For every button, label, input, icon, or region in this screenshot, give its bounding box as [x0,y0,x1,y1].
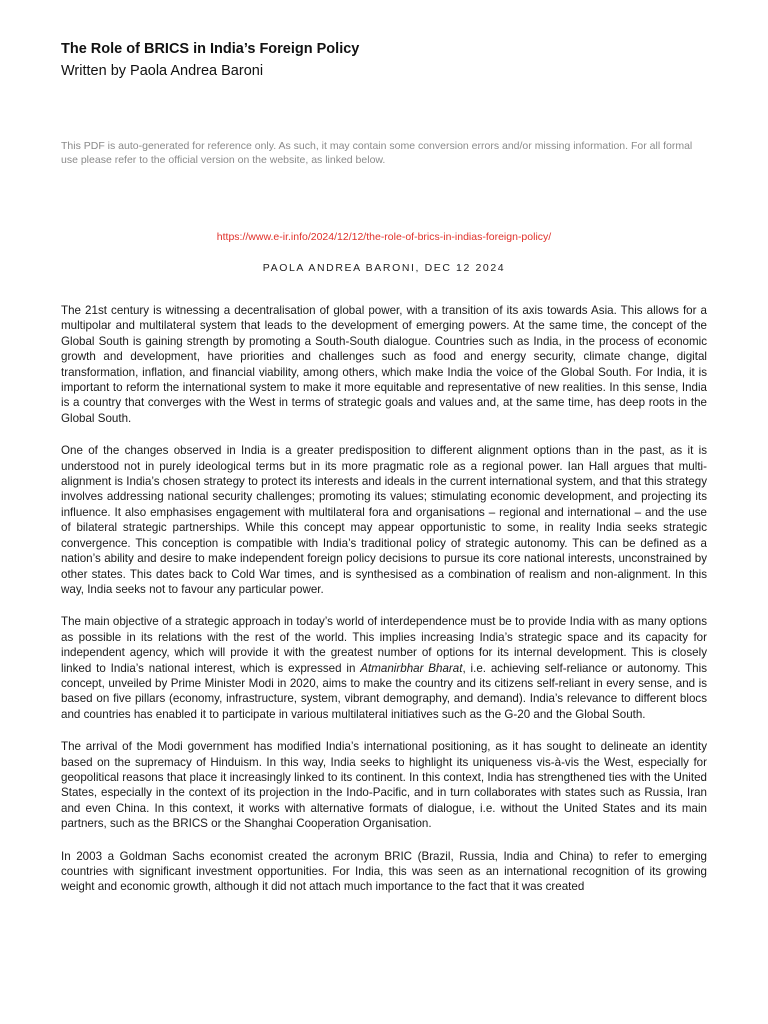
paragraph: The arrival of the Modi government has modified India’s international positioning, as it has sought to delineate an identity based on the supremacy of Hinduism. In this way, India seeks to highlight its uniqueness vis-à-vis the West, especially for geopolitical reasons that place it increasingly linked to its continent. In this context, India has strengthened ties with the United States, especially in the context of its projection in the Indo-Pacific, and in turn collaborates with states such as Russia, Iran and even China. In this context, it works with alternative formats of dialogue, i.e. without the United States and its main partners, such as the BRICS or the Shanghai Cooperation Organisation. [61,740,707,831]
italic-term: Atmanirbhar Bharat [360,661,463,675]
article-body [61,303,707,912]
paragraph [61,614,707,722]
article-author: Written by Paola Andrea Baroni [61,63,264,79]
paragraph-text: The main objective of a strategic approach in today’s world of interdependence must be to provide India with as many options as possible in its relations with the rest of the world. This implies increasing India’s strategic space and its capacity for independent agency, which will provide it with the greatest number of options for its internal development. This is closely linked to India’s national interest, which is expressed in [61,615,707,675]
paragraph: The 21st century is witnessing a decentralisation of global power, with a transition of its axis towards Asia. This allows for a multipolar and multilateral system that leads to the development of emerging powers. At the same time, the concept of the Global South is gaining strength by promoting a South-South dialogue. Countries such as India, in the process of economic growth and development, have priorities and challenges such as food and energy security, climate change, digital transformation, inflation, and financial viability, among others, which make India the voice of the Global South. For India, it is important to reform the international system to make it more equitable and representative of new realities. In this sense, India is a country that converges with the West in terms of strategic goals and values and, at the same time, has deep roots in the Global South. [61,304,707,425]
pdf-disclaimer: This PDF is auto-generated for reference only. As such, it may contain some conversion errors and/or missing information. For all formal use please refer to the official version on the website, as linked below. [61,140,693,166]
paragraph-text: , i.e. achieving self-reliance or autonomy. This concept, unveiled by Prime Minister Modi in 2020, aims to make the country and its citizens self-reliant in every sense, and is based on five pillars (economy, infrastructure, system, vibrant demography, and demand). India’s relevance to different blocs and countries has enabled it to participate in various multilateral initiatives such as the G-20 and the Global South. [61,661,707,721]
article-title: The Role of BRICS in India’s Foreign Policy [61,41,360,57]
source-link[interactable]: https://www.e-ir.info/2024/12/12/the-role-of-brics-in-indias-foreign-policy/ [216,231,552,243]
paragraph: One of the changes observed in India is a greater predisposition to different alignment options than in the past, as it is understood not in purely ideological terms but in its more pragmatic role as a regional power. Ian Hall argues that multi-alignment is India’s chosen strategy to protect its interests and ideals in the current international system, and that this strategy involves addressing national security challenges; promoting its values; stimulating economic development, and projecting its influence. It also emphasises engagement with multilateral fora and organisations – regional and international – and the use of bilateral strategic partnerships. While this concept may appear opportunistic to some, in reality India seeks strategic convergence. This conception is compatible with India’s traditional policy of strategic autonomy. This can be defined as a nation’s ability and desire to make independent foreign policy decisions to pursue its core national interests, unconstrained by other states. This dates back to Cold War times, and is synthesised as a combination of realism and non-alignment. In this way, India seeks not to favour any particular power. [61,444,707,596]
paragraph: In 2003 a Goldman Sachs economist created the acronym BRIC (Brazil, Russia, India and China) to refer to emerging countries with significant investment opportunities. For India, this was seen as an international recognition of its growing weight and economic growth, although it did not attach much importance to the fact that it was created [61,849,707,894]
byline: PAOLA ANDREA BARONI, DEC 12 2024 [262,262,506,274]
